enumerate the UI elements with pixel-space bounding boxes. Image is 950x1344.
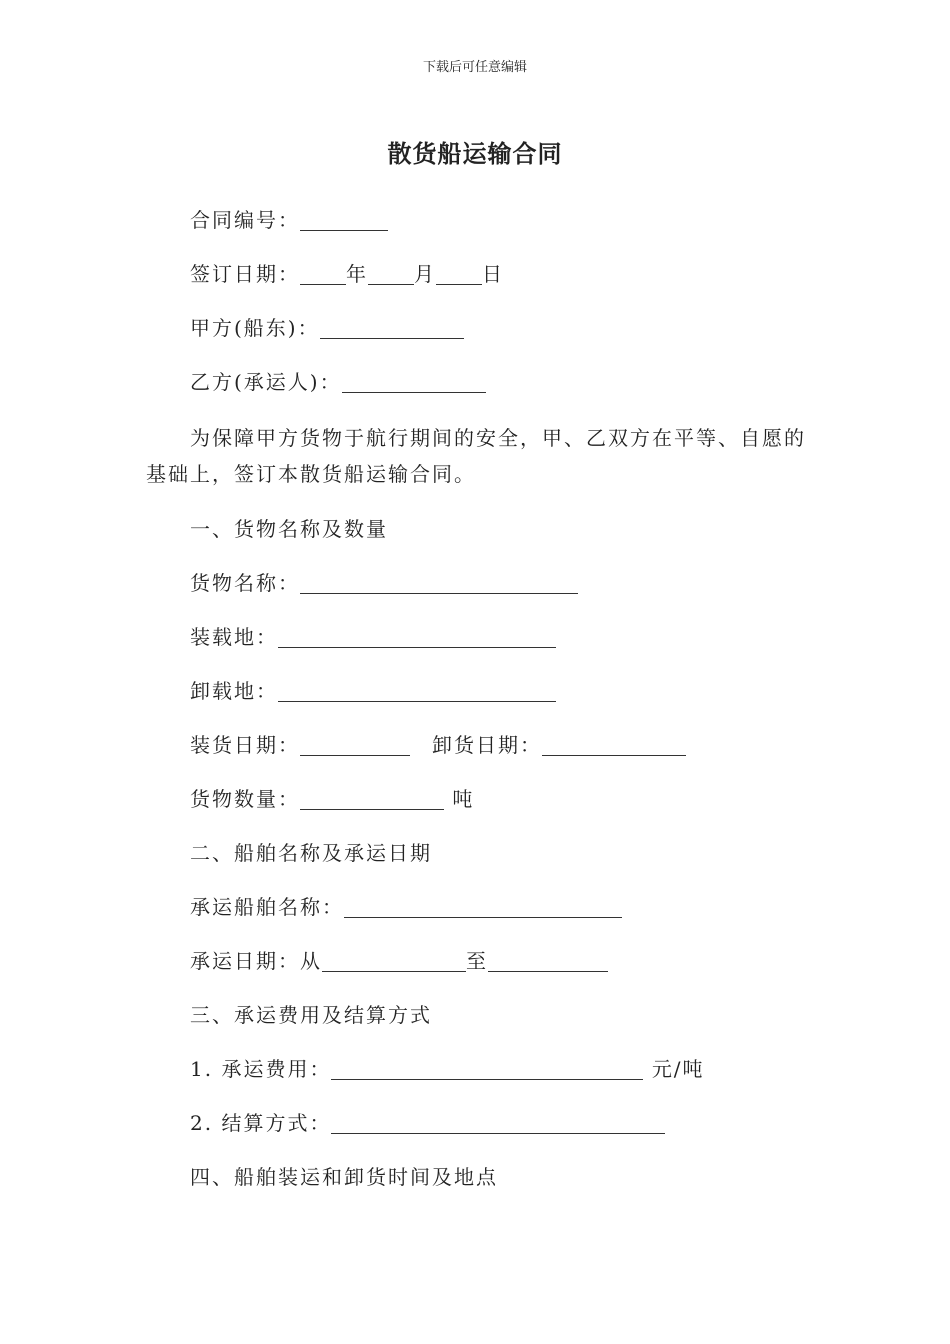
- quantity-unit: 吨: [452, 787, 475, 811]
- settlement-number: 2.: [190, 1111, 214, 1135]
- fee-blank[interactable]: [331, 1061, 643, 1080]
- sign-year-blank[interactable]: [300, 266, 346, 285]
- carry-date-row: [190, 949, 608, 973]
- month-label: 月: [414, 262, 436, 286]
- sign-date-row: [190, 262, 504, 286]
- party-b-label: 乙方(承运人)：: [190, 370, 342, 394]
- quantity-blank[interactable]: [300, 791, 444, 810]
- unloading-date-label: 卸货日期：: [432, 733, 542, 757]
- loading-date-row: [190, 733, 686, 757]
- party-a-row: [190, 316, 464, 340]
- loading-place-row: [190, 625, 556, 649]
- cargo-name-blank[interactable]: [300, 575, 578, 594]
- day-label: 日: [482, 262, 504, 286]
- carry-date-label: 承运日期：从: [190, 949, 322, 973]
- unloading-place-row: [190, 679, 556, 703]
- page-header: 下载后可任意编辑: [422, 60, 527, 75]
- party-b-row: [190, 370, 486, 394]
- section-2-heading: 二、船舶名称及承运日期: [190, 841, 432, 865]
- ship-name-label: 承运船舶名称：: [190, 895, 344, 919]
- fee-label: 承运费用：: [221, 1057, 332, 1081]
- cargo-name-row: [190, 571, 578, 595]
- settlement-row: [190, 1111, 665, 1135]
- year-label: 年: [346, 262, 368, 286]
- settlement-label: 结算方式：: [221, 1111, 332, 1135]
- party-b-blank[interactable]: [342, 374, 486, 393]
- unloading-date-blank[interactable]: [542, 737, 686, 756]
- fee-row: [190, 1057, 705, 1081]
- quantity-label: 货物数量：: [190, 787, 300, 811]
- section-3-heading: 三、承运费用及结算方式: [190, 1003, 432, 1027]
- loading-place-label: 装载地：: [190, 625, 278, 649]
- section-4-heading: 四、船舶装运和卸货时间及地点: [190, 1165, 498, 1189]
- carry-date-from-blank[interactable]: [322, 953, 466, 972]
- fee-number: 1.: [190, 1057, 214, 1081]
- sign-month-blank[interactable]: [368, 266, 414, 285]
- ship-name-row: [190, 895, 622, 919]
- quantity-row: [190, 787, 474, 811]
- sign-date-label: 签订日期：: [190, 262, 300, 286]
- loading-place-blank[interactable]: [278, 629, 556, 648]
- sign-day-blank[interactable]: [436, 266, 482, 285]
- section-1-heading: 一、货物名称及数量: [190, 517, 388, 541]
- carry-date-to-blank[interactable]: [488, 953, 608, 972]
- ship-name-blank[interactable]: [344, 899, 622, 918]
- intro-paragraph: 为保障甲方货物于航行期间的安全，甲、乙双方在平等、自愿的基础上，签订本散货船运输合同。: [146, 426, 806, 486]
- contract-number-row: [190, 208, 388, 232]
- contract-number-label: 合同编号：: [190, 208, 300, 232]
- settlement-blank[interactable]: [331, 1115, 665, 1134]
- document-title: 散货船运输合同: [387, 140, 563, 168]
- loading-date-label: 装货日期：: [190, 733, 300, 757]
- fee-unit: 元/吨: [651, 1057, 705, 1081]
- cargo-name-label: 货物名称：: [190, 571, 300, 595]
- unloading-place-blank[interactable]: [278, 683, 556, 702]
- carry-date-to-label: 至: [466, 949, 488, 973]
- contract-number-blank[interactable]: [300, 212, 388, 231]
- unloading-place-label: 卸载地：: [190, 679, 278, 703]
- party-a-label: 甲方(船东)：: [190, 316, 320, 340]
- party-a-blank[interactable]: [320, 320, 464, 339]
- loading-date-blank[interactable]: [300, 737, 410, 756]
